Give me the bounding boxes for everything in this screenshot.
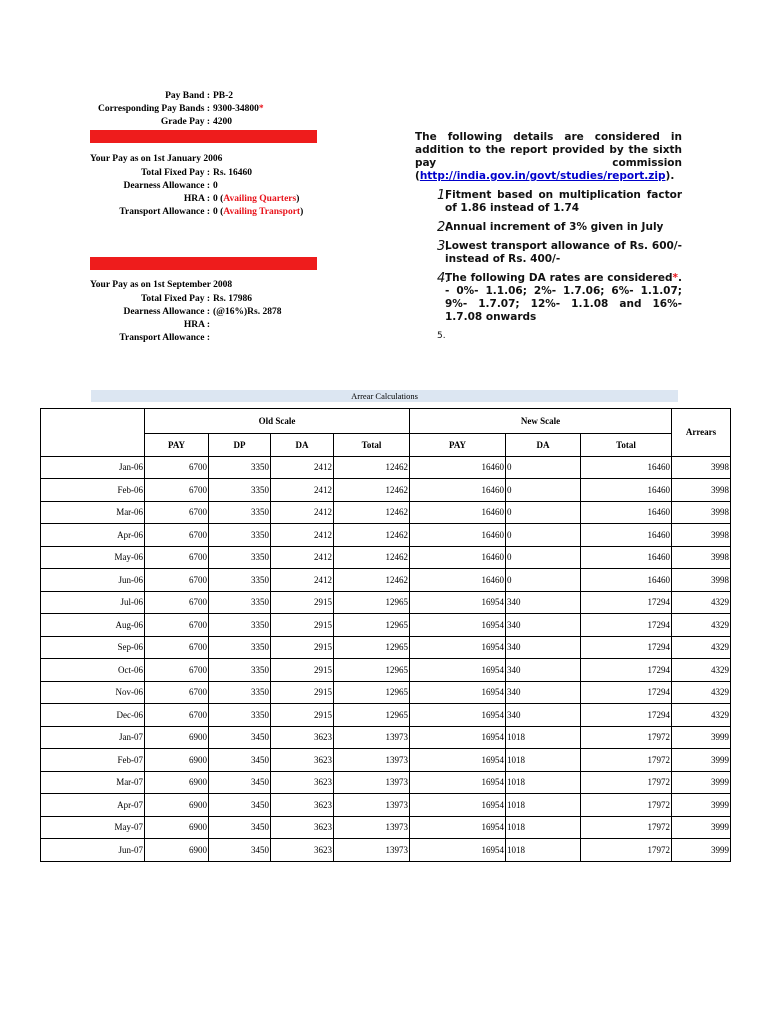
table-cell: 3998 <box>672 501 731 524</box>
table-cell: 3350 <box>209 501 271 524</box>
table-cell: 3999 <box>672 749 731 772</box>
table-row <box>41 771 731 794</box>
table-cell: 3450 <box>209 749 271 772</box>
table-cell: 6900 <box>145 816 209 839</box>
table-cell: 17972 <box>581 771 672 794</box>
table-cell: 0 <box>506 524 581 547</box>
table-cell: 6700 <box>145 501 209 524</box>
table-cell: Mar-06 <box>41 501 145 524</box>
table-cell: 340 <box>506 614 581 637</box>
table-cell: 16460 <box>410 524 506 547</box>
pay-band-row <box>0 90 233 103</box>
table-row <box>41 546 731 569</box>
red-divider-1 <box>90 130 317 143</box>
table-cell: 3350 <box>209 546 271 569</box>
grade-pay-row <box>0 116 232 129</box>
table-cell: 16954 <box>410 839 506 862</box>
table-cell: 3350 <box>209 681 271 704</box>
col-header-da: DA <box>271 434 334 457</box>
table-cell: 12965 <box>334 659 410 682</box>
table-cell: 16460 <box>581 456 672 479</box>
table-cell: 16954 <box>410 591 506 614</box>
table-cell: 4329 <box>672 614 731 637</box>
table-cell: 16954 <box>410 704 506 727</box>
table-cell: Apr-07 <box>41 794 145 817</box>
table-cell: 16954 <box>410 726 506 749</box>
table-cell: Apr-06 <box>41 524 145 547</box>
table-cell: 12462 <box>334 569 410 592</box>
notes-intro: The following details are considered in addition to the report provided by the sixth pay commission (http://india.gov.in/govt/studies/report.zip). <box>415 131 682 182</box>
table-row <box>41 479 731 502</box>
table-cell: 3350 <box>209 659 271 682</box>
note-item: 5. <box>437 331 446 341</box>
table-cell: 6700 <box>145 614 209 637</box>
table-row <box>41 816 731 839</box>
table-cell: 16954 <box>410 681 506 704</box>
table-cell: 3350 <box>209 524 271 547</box>
fixed-pay-2008-value: Rs. 17986 <box>213 294 253 304</box>
col-header-new-da: DA <box>506 434 581 457</box>
table-cell: 12965 <box>334 681 410 704</box>
table-cell: 16460 <box>581 524 672 547</box>
col-header-total: Total <box>334 434 410 457</box>
table-cell: Jun-07 <box>41 839 145 862</box>
table-cell: 3623 <box>271 839 334 862</box>
table-cell: 6700 <box>145 591 209 614</box>
table-cell: 3999 <box>672 839 731 862</box>
table-cell: 17972 <box>581 839 672 862</box>
table-cell: 3350 <box>209 636 271 659</box>
table-cell: Sep-06 <box>41 636 145 659</box>
ta-note: Availing Transport <box>223 207 301 217</box>
da-2006-row <box>0 180 218 193</box>
da-2008-label: Dearness Allowance : <box>123 307 210 317</box>
table-cell: Feb-06 <box>41 479 145 502</box>
corresponding-pay-band-row <box>0 103 264 116</box>
table-cell: 3350 <box>209 591 271 614</box>
table-cell: 2915 <box>271 704 334 727</box>
table-cell: 2412 <box>271 456 334 479</box>
arrears-header: Arrears <box>672 409 731 457</box>
pay-2006-heading: Your Pay as on 1st January 2006 <box>90 154 223 164</box>
note-item: 3. Lowest transport allowance of Rs. 600/- instead of Rs. 400/- <box>437 239 682 265</box>
table-cell: 0 <box>506 479 581 502</box>
col-header-new-total: Total <box>581 434 672 457</box>
table-cell: 3350 <box>209 704 271 727</box>
fixed-pay-2008-row <box>0 293 252 306</box>
asterisk-mark: * <box>258 104 264 114</box>
table-cell: 13973 <box>334 794 410 817</box>
table-cell: 2915 <box>271 614 334 637</box>
table-cell: 1018 <box>506 749 581 772</box>
table-cell: 17972 <box>581 794 672 817</box>
table-cell: 2915 <box>271 591 334 614</box>
table-row <box>41 704 731 727</box>
col-header-dp: DP <box>209 434 271 457</box>
table-cell: 16460 <box>581 546 672 569</box>
table-cell: 1018 <box>506 839 581 862</box>
hra-2006-label: HRA : <box>183 194 210 204</box>
table-cell: 0 <box>506 456 581 479</box>
report-link[interactable]: http://india.gov.in/govt/studies/report.zip <box>419 170 666 182</box>
table-cell: 4329 <box>672 591 731 614</box>
table-cell: 6900 <box>145 839 209 862</box>
table-cell: 3998 <box>672 479 731 502</box>
month-header <box>41 409 145 457</box>
table-cell: 6700 <box>145 704 209 727</box>
table-cell: 16954 <box>410 614 506 637</box>
table-cell: 13973 <box>334 749 410 772</box>
table-cell: 6700 <box>145 546 209 569</box>
table-cell: 17294 <box>581 614 672 637</box>
table-cell: 3450 <box>209 794 271 817</box>
table-row <box>41 749 731 772</box>
table-cell: 3623 <box>271 816 334 839</box>
ta-2008-row <box>0 332 210 345</box>
table-cell: 17294 <box>581 591 672 614</box>
table-cell: 3450 <box>209 839 271 862</box>
table-cell: 13973 <box>334 771 410 794</box>
da-2006-value: 0 <box>213 181 218 191</box>
table-cell: 16460 <box>410 501 506 524</box>
asterisk-mark: * <box>672 272 678 284</box>
table-cell: 3998 <box>672 569 731 592</box>
table-cell: 17294 <box>581 636 672 659</box>
table-cell: 3623 <box>271 726 334 749</box>
hra-2008-label: HRA : <box>183 320 210 330</box>
hra-2006-row <box>0 193 299 206</box>
table-cell: Jan-06 <box>41 456 145 479</box>
old-scale-header: Old Scale <box>145 409 410 434</box>
hra-2006-value: 0 (Availing Quarters) <box>213 194 300 204</box>
table-row <box>41 659 731 682</box>
table-cell: 3998 <box>672 546 731 569</box>
table-cell: 4329 <box>672 659 731 682</box>
table-row <box>41 501 731 524</box>
ta-2006-label: Transport Allowance : <box>119 207 210 217</box>
table-cell: 3999 <box>672 726 731 749</box>
table-cell: 6700 <box>145 479 209 502</box>
table-cell: 16460 <box>581 479 672 502</box>
fixed-pay-2006-label: Total Fixed Pay : <box>140 168 210 178</box>
table-cell: 3350 <box>209 569 271 592</box>
table-cell: 6900 <box>145 726 209 749</box>
table-cell: 12965 <box>334 704 410 727</box>
table-row <box>41 591 731 614</box>
table-cell: May-06 <box>41 546 145 569</box>
pay-2008-heading: Your Pay as on 1st September 2008 <box>90 280 233 290</box>
hra-note: Availing Quarters <box>223 194 297 204</box>
new-scale-header: New Scale <box>410 409 672 434</box>
table-cell: 12462 <box>334 524 410 547</box>
table-cell: May-07 <box>41 816 145 839</box>
table-cell: Jun-06 <box>41 569 145 592</box>
table-cell: 16460 <box>410 479 506 502</box>
hra-2008-row <box>0 319 210 332</box>
table-cell: Dec-06 <box>41 704 145 727</box>
ta-2008-label: Transport Allowance : <box>119 333 210 343</box>
da-2006-label: Dearness Allowance : <box>123 181 210 191</box>
da-2008-row <box>0 306 281 319</box>
table-cell: 340 <box>506 659 581 682</box>
table-cell: 6900 <box>145 794 209 817</box>
table-row <box>41 726 731 749</box>
table-row <box>41 569 731 592</box>
da-2008-value: (@16%)Rs. 2878 <box>213 307 282 317</box>
table-cell: 12965 <box>334 614 410 637</box>
table-cell: 3999 <box>672 794 731 817</box>
grade-pay-label: Grade Pay : <box>160 117 210 127</box>
table-cell: 2915 <box>271 659 334 682</box>
table-cell: 3998 <box>672 524 731 547</box>
table-cell: 16954 <box>410 659 506 682</box>
note-item: 2. Annual increment of 3% given in July <box>437 220 664 235</box>
table-cell: 3450 <box>209 816 271 839</box>
table-cell: 1018 <box>506 794 581 817</box>
table-cell: 3999 <box>672 771 731 794</box>
col-header-new-pay: PAY <box>410 434 506 457</box>
table-cell: 2915 <box>271 636 334 659</box>
notes-block <box>415 131 682 343</box>
table-cell: 3450 <box>209 771 271 794</box>
table-cell: 13973 <box>334 839 410 862</box>
table-cell: 2412 <box>271 524 334 547</box>
table-cell: 16460 <box>410 569 506 592</box>
corresponding-pay-band-label: Corresponding Pay Bands : <box>97 104 210 114</box>
table-cell: 3350 <box>209 614 271 637</box>
table-cell: 1018 <box>506 726 581 749</box>
table-cell: Nov-06 <box>41 681 145 704</box>
table-cell: 2412 <box>271 569 334 592</box>
table-cell: 1018 <box>506 771 581 794</box>
table-cell: Jul-06 <box>41 591 145 614</box>
table-cell: 6700 <box>145 569 209 592</box>
col-header-pay: PAY <box>145 434 209 457</box>
table-cell: 0 <box>506 546 581 569</box>
arrear-table <box>40 408 731 862</box>
table-cell: 2412 <box>271 546 334 569</box>
note-item: 1. Fitment based on multiplication factor of 1.86 instead of 1.74 <box>437 188 682 214</box>
table-cell: 3450 <box>209 726 271 749</box>
fixed-pay-2006-row <box>0 167 252 180</box>
table-cell: 4329 <box>672 681 731 704</box>
table-cell: 3999 <box>672 816 731 839</box>
table-cell: 3350 <box>209 479 271 502</box>
ta-2006-row <box>0 206 303 219</box>
table-cell: 12965 <box>334 591 410 614</box>
table-cell: 16954 <box>410 636 506 659</box>
table-cell: 13973 <box>334 816 410 839</box>
table-row <box>41 524 731 547</box>
note-item: 4. The following DA rates are considered*. - 0%- 1.1.06; 2%- 1.7.06; 6%- 1.1.07; 9%- 1.7.07; 12%- 1.1.08 and 16%- 1.7.08 onwards <box>437 271 682 323</box>
ta-2006-value: 0 (Availing Transport) <box>213 207 304 217</box>
table-cell: 12462 <box>334 501 410 524</box>
fixed-pay-2006-value: Rs. 16460 <box>213 168 253 178</box>
table-cell: 16954 <box>410 816 506 839</box>
table-cell: 17294 <box>581 681 672 704</box>
table-cell: 3350 <box>209 456 271 479</box>
table-cell: 2412 <box>271 479 334 502</box>
table-row <box>41 614 731 637</box>
table-cell: 3623 <box>271 771 334 794</box>
table-cell: 6700 <box>145 681 209 704</box>
table-cell: 17972 <box>581 726 672 749</box>
table-cell: 3998 <box>672 456 731 479</box>
table-cell: 2915 <box>271 681 334 704</box>
table-row <box>41 794 731 817</box>
table-cell: 6700 <box>145 524 209 547</box>
pay-band-value: PB-2 <box>213 91 234 101</box>
table-cell: 16954 <box>410 749 506 772</box>
table-cell: 340 <box>506 591 581 614</box>
table-cell: 12462 <box>334 479 410 502</box>
grade-pay-value: 4200 <box>213 117 232 127</box>
table-row <box>41 456 731 479</box>
table-cell: 16460 <box>410 546 506 569</box>
table-cell: Feb-07 <box>41 749 145 772</box>
table-cell: 1018 <box>506 816 581 839</box>
table-cell: 340 <box>506 704 581 727</box>
table-cell: 17972 <box>581 749 672 772</box>
table-cell: 4329 <box>672 636 731 659</box>
table-cell: 4329 <box>672 704 731 727</box>
red-divider-2 <box>90 257 317 270</box>
table-cell: 6700 <box>145 456 209 479</box>
table-cell: 16460 <box>581 569 672 592</box>
table-cell: 340 <box>506 636 581 659</box>
table-cell: 6900 <box>145 749 209 772</box>
table-cell: 16460 <box>410 456 506 479</box>
corresponding-pay-band-value: 9300-34800* <box>213 104 264 114</box>
table-cell: 340 <box>506 681 581 704</box>
table-cell: 12462 <box>334 456 410 479</box>
table-cell: 16954 <box>410 794 506 817</box>
table-cell: 2412 <box>271 501 334 524</box>
table-cell: 17972 <box>581 816 672 839</box>
table-cell: 0 <box>506 569 581 592</box>
table-cell: 6900 <box>145 771 209 794</box>
table-cell: Aug-06 <box>41 614 145 637</box>
table-cell: 16954 <box>410 771 506 794</box>
table-cell: Mar-07 <box>41 771 145 794</box>
table-cell: 16460 <box>581 501 672 524</box>
table-cell: 0 <box>506 501 581 524</box>
pay-band-label: Pay Band : <box>165 91 210 101</box>
table-cell: 3623 <box>271 749 334 772</box>
table-cell: 6700 <box>145 636 209 659</box>
table-row <box>41 636 731 659</box>
table-row <box>41 839 731 862</box>
table-cell: 13973 <box>334 726 410 749</box>
table-cell: 17294 <box>581 704 672 727</box>
arrear-calculations-title: Arrear Calculations <box>91 390 678 402</box>
fixed-pay-2008-label: Total Fixed Pay : <box>140 294 210 304</box>
table-cell: Jan-07 <box>41 726 145 749</box>
table-cell: 12462 <box>334 546 410 569</box>
table-cell: 17294 <box>581 659 672 682</box>
table-row <box>41 681 731 704</box>
table-cell: 6700 <box>145 659 209 682</box>
table-cell: 3623 <box>271 794 334 817</box>
table-cell: Oct-06 <box>41 659 145 682</box>
table-cell: 12965 <box>334 636 410 659</box>
